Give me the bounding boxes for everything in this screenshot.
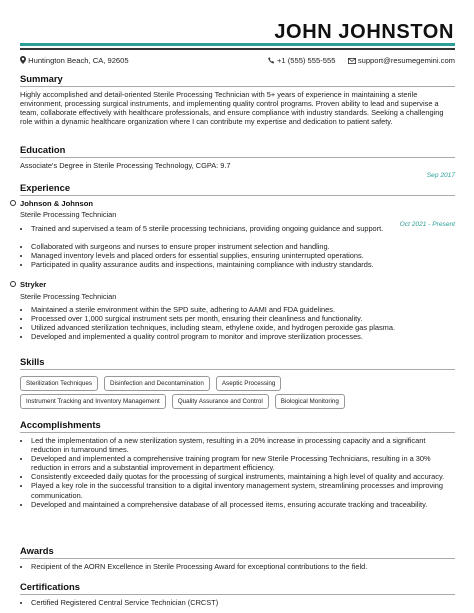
skills-rule <box>20 369 455 370</box>
timeline-circle-icon <box>10 281 16 287</box>
awards-list <box>20 562 455 571</box>
job-company: Stryker <box>10 280 46 289</box>
skill-chip: Aseptic Processing <box>216 376 282 391</box>
list-item: • Certified Registered Central Service Technician (CRCST) <box>31 598 455 607</box>
experience-heading: Experience <box>20 182 71 193</box>
email-link[interactable]: support@resumegemini.com <box>357 56 455 65</box>
location-pin-icon <box>20 56 26 65</box>
summary-rule <box>20 86 455 87</box>
contact-bar <box>20 56 455 66</box>
accomplishments-heading: Accomplishments <box>20 419 101 430</box>
timeline-circle-icon <box>10 200 16 206</box>
candidate-name: JOHN JOHNSTON <box>274 21 454 43</box>
job-role: Sterile Processing Technician <box>20 210 117 219</box>
skills-row-2 <box>20 394 345 409</box>
location-text: Huntington Beach, CA, 92605 <box>28 56 129 65</box>
certifications-list <box>20 598 455 607</box>
header-divider-rule <box>20 48 455 50</box>
phone-text[interactable]: +1 (555) 555-555 <box>276 56 336 65</box>
skill-chip: Sterilization Techniques <box>20 376 98 391</box>
envelope-icon <box>348 56 356 65</box>
skills-row-1 <box>20 376 281 391</box>
education-degree: Associate's Degree in Sterile Processing Technology, CGPA: 9.7 <box>20 161 231 170</box>
list-item: • Participated in quality assurance audits and inspections, maintaining compliance with industry standards. <box>31 260 455 269</box>
list-item: • Played a key role in the successful transition to a digital inventory management system, streamlining processes and improving communication. <box>31 481 455 499</box>
job-company: Johnson & Johnson <box>10 199 93 208</box>
contact-right <box>268 56 455 65</box>
accomplishments-list <box>20 436 455 509</box>
skill-chip: Instrument Tracking and Inventory Management <box>20 394 166 409</box>
job-bullets <box>20 305 455 341</box>
skills-heading: Skills <box>20 356 45 367</box>
experience-rule <box>20 195 455 196</box>
list-item: • Maintained a sterile environment within the SPD suite, adhering to AAMI and FDA guidelines. <box>31 305 455 314</box>
list-item: • Processed over 1,000 surgical instrument sets per month, ensuring their cleanliness and functionality. <box>31 314 455 323</box>
list-item: • Collaborated with surgeons and nurses to ensure proper instrument selection and handling. <box>31 242 455 251</box>
header-accent-rule <box>20 43 455 46</box>
skill-chip: Quality Assurance and Control <box>172 394 269 409</box>
awards-heading: Awards <box>20 545 54 556</box>
list-item: • Led the implementation of a new sterilization system, resulting in a 20% increase in processing capacity and a significant reduction in turnaround times. <box>31 436 455 454</box>
summary-heading: Summary <box>20 73 63 84</box>
job-bullets <box>20 224 414 233</box>
education-heading: Education <box>20 144 66 155</box>
list-item: • Recipient of the AORN Excellence in Sterile Processing Award for exceptional contributions to the field. <box>31 562 455 571</box>
awards-rule <box>20 558 455 559</box>
certifications-heading: Certifications <box>20 581 80 592</box>
list-item: • Developed and implemented a quality control program to monitor and improve sterilization processes. <box>31 332 455 341</box>
list-item: • Consistently exceeded daily quotas for the processing of surgical instruments, maintaining a high level of quality and accuracy. <box>31 472 455 481</box>
list-item: • Utilized advanced sterilization techniques, including steam, ethylene oxide, and hydrogen peroxide gas plasma. <box>31 323 455 332</box>
accomplishments-rule <box>20 432 455 433</box>
job-date: Oct 2021 - Present <box>399 221 455 228</box>
certifications-rule <box>20 594 455 595</box>
skill-chip: Biological Monitoring <box>275 394 345 409</box>
job-bullets-continued <box>20 242 455 269</box>
job-role: Sterile Processing Technician <box>20 292 117 301</box>
education-date: Sep 2017 <box>426 172 455 179</box>
list-item: • Developed and implemented a comprehensive training program for new Sterile Processing Technicians, resulting in a 30% reduction in errors and a substantial improvement in department efficiency. <box>31 454 455 472</box>
phone-icon <box>268 56 275 65</box>
list-item: • Managed inventory levels and placed orders for essential supplies, ensuring uninterrupted operations. <box>31 251 455 260</box>
location <box>20 56 129 65</box>
list-item: • Developed and maintained a comprehensive database of all processed items, ensuring accurate tracking and traceability. <box>31 500 455 509</box>
education-rule <box>20 157 455 158</box>
list-item: • Trained and supervised a team of 5 sterile processing technicians, providing ongoing guidance and support. <box>31 224 414 233</box>
skill-chip: Disinfection and Decontamination <box>104 376 210 391</box>
summary-text: Highly accomplished and detail-oriented Sterile Processing Technician with 5+ years of experience in maintaining a sterile environment, processing surgical instruments, and implementing quality control programs. Proven ability to lead and supervise a team, collaborate effectively with healthcare professionals, and ensure compliance with industry standards. Seeking a challenging role within a dynamic healthcare organization where I can contribute my expertise and dedication to patient safety. <box>20 90 444 127</box>
